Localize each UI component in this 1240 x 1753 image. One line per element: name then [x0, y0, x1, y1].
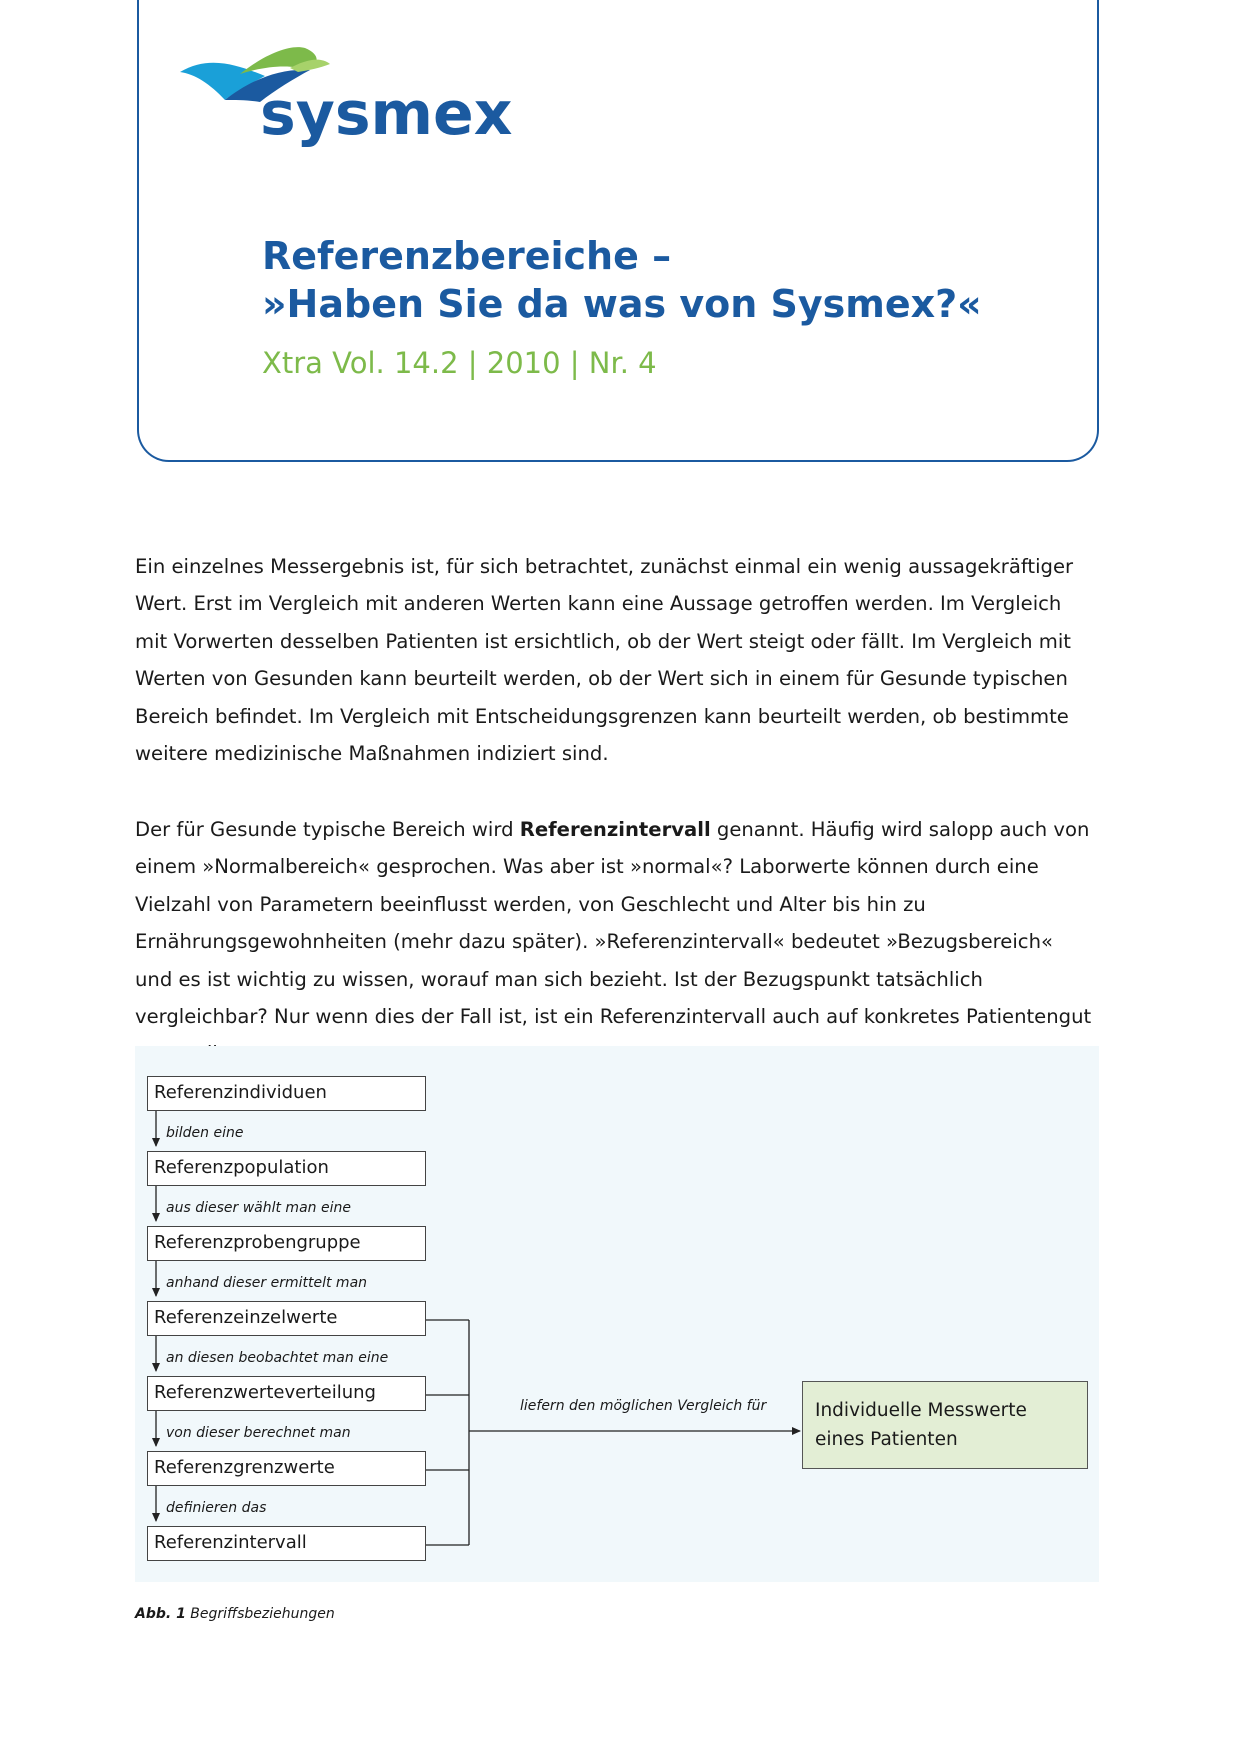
connector-label-5: von dieser berechnet man — [166, 1425, 351, 1441]
box-referenzwerteverteilung: Referenzwerteverteilung — [147, 1376, 426, 1411]
figure-caption — [135, 1606, 335, 1622]
issue-subtitle: Xtra Vol. 14.2 | 2010 | Nr. 4 — [262, 346, 657, 380]
result-line-1: Individuelle Messwerte — [815, 1400, 1027, 1421]
caption-label: Abb. 1 — [135, 1606, 186, 1622]
title-line-2: »Haben Sie da was von Sysmex?« — [262, 282, 982, 326]
connector-label-4: an diesen beobachtet man eine — [166, 1350, 389, 1366]
caption-text: Begriffsbeziehungen — [190, 1606, 335, 1622]
result-line-2: eines Patienten — [815, 1429, 958, 1450]
paragraph-2-start: Der für Gesunde typische Bereich wird — [135, 818, 520, 841]
box-individuelle-messwerte — [802, 1381, 1088, 1469]
box-referenzprobengruppe: Referenzprobengruppe — [147, 1226, 426, 1261]
connector-label-2: aus dieser wählt man eine — [166, 1200, 351, 1216]
connector-label-6: definieren das — [166, 1500, 267, 1516]
box-referenzgrenzwerte: Referenzgrenzwerte — [147, 1451, 426, 1486]
connector-label-3: anhand dieser ermittelt man — [166, 1275, 368, 1291]
arrow-label: liefern den möglichen Vergleich für — [520, 1398, 767, 1414]
paragraph-2-bold-term: Referenzintervall — [519, 818, 711, 841]
paragraph-1: Ein einzelnes Messergebnis ist, für sich betrachtet, zunächst einmal ein wenig aussagekräftiger Wert. Erst im Vergleich mit anderen Werten kann eine Aussage getroffen werden. Im Vergleich mit Vorwerten desselben Patienten ist ersichtlich, ob der Wert steigt oder fällt. Im Vergleich mit Werten von Gesunden kann beurteilt werden, ob der Wert sich in einem für Gesunde typischen Bereich befindet. Im Vergleich mit Entscheidungsgrenzen kann beurteilt werden, ob bestimmte weitere medizinische Maßnahmen indiziert sind. — [135, 555, 1074, 766]
logo-wordmark: sysmex — [260, 79, 513, 149]
paragraph-2 — [135, 811, 1095, 1073]
title-line-1: Referenzbereiche – — [262, 234, 672, 278]
connector-label-1: bilden eine — [166, 1125, 244, 1141]
box-referenzpopulation: Referenzpopulation — [147, 1151, 426, 1186]
sysmex-logo — [180, 44, 513, 149]
box-referenzindividuen: Referenzindividuen — [147, 1076, 426, 1111]
box-referenzeinzelwerte: Referenzeinzelwerte — [147, 1301, 426, 1336]
concept-diagram — [135, 1046, 1099, 1582]
box-referenzintervall: Referenzintervall — [147, 1526, 426, 1561]
page-title — [262, 232, 1062, 328]
paragraph-2-rest: genannt. Häufig wird salopp auch von einem »Normalbereich« gesprochen. Was aber ist »normal«? Laborwerte können durch eine Vielzahl von Parametern beeinflusst werden, von Geschlecht und Alter bis hin zu Ernährungsgewohnheiten (mehr dazu später). »Referenzintervall« bedeutet »Bezugsbereich« und es ist wichtig zu wissen, worauf man sich bezieht. Ist der Bezugspunkt tatsächlich vergleichbar? Nur wenn dies der Fall ist, ist ein Referenzintervall auch auf konkretes Patientengut — [135, 818, 1092, 1029]
